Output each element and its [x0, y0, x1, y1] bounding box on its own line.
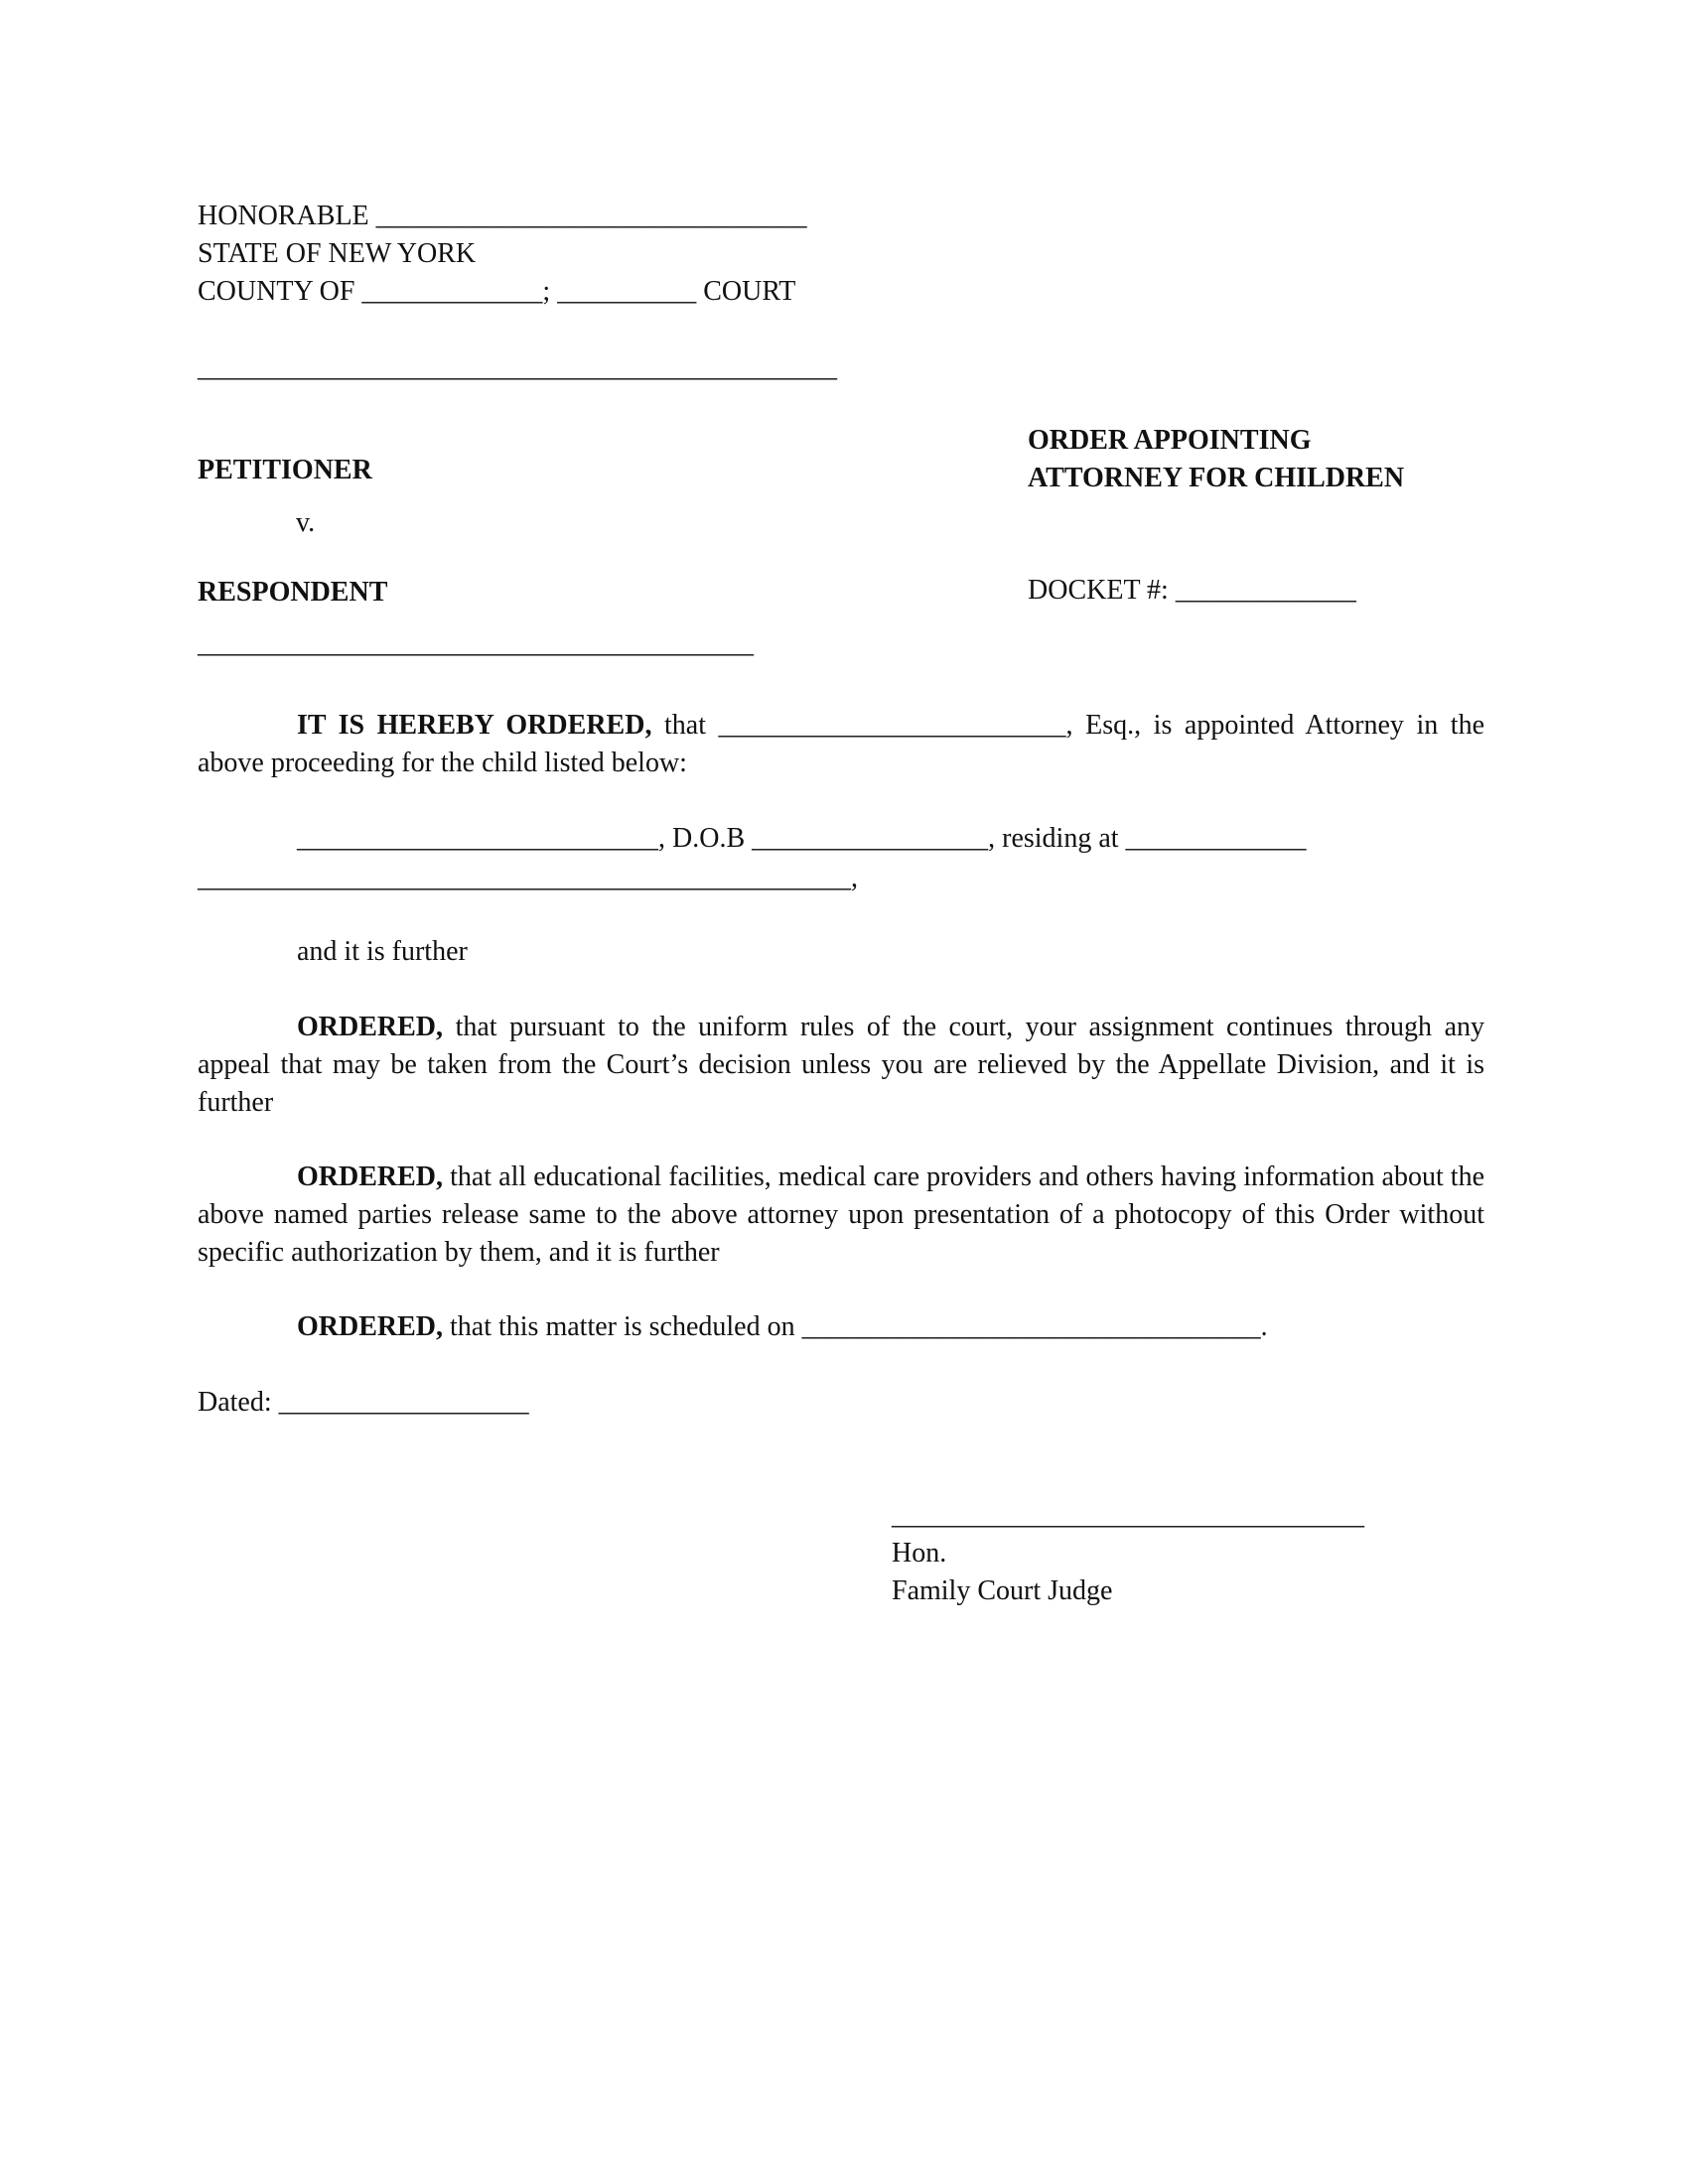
further-text-1: and it is further: [297, 936, 468, 967]
schedule-text: that this matter is scheduled on _________________________________.: [443, 1311, 1268, 1342]
caption-bottom-rule: ________________________________________: [198, 628, 754, 659]
records-text: that all educational facilities, medical care providers and others having information about the above named parties release same to the above attorney upon presentation of a photocopy of this Order without specific authorization by them, and it is further: [198, 1161, 1484, 1268]
state-line: STATE OF NEW YORK: [198, 238, 477, 269]
schedule-ordered-lead: ORDERED,: [297, 1311, 444, 1342]
child-address-line: _______________________________________________,: [198, 863, 858, 893]
petitioner-label: PETITIONER: [198, 455, 372, 485]
order-title-line1: ORDER APPOINTING: [1028, 425, 1312, 456]
schedule-paragraph: [297, 1308, 1268, 1346]
docket-number-line: DOCKET #: _____________: [1028, 575, 1356, 606]
versus-label: v.: [296, 507, 316, 538]
child-details-line: __________________________, D.O.B _________________, residing at _____________: [297, 823, 1307, 854]
appeal-text: that pursuant to the uniform rules of the court, your assignment continues through any appeal that may be taken from the Court’s decision unless you are relieved by the Appellate Division, and it is further: [198, 1012, 1484, 1118]
appointment-text: that _________________________, Esq., is appointed Attorney in the above proceeding for the child listed below:: [198, 710, 1484, 778]
appeal-paragraph: [198, 1009, 1484, 1122]
judge-hon-label: Hon.: [892, 1538, 947, 1569]
records-ordered-lead: ORDERED,: [297, 1161, 444, 1192]
caption-top-rule: ______________________________________________: [198, 352, 837, 383]
order-title-line2: ATTORNEY FOR CHILDREN: [1028, 463, 1405, 493]
county-court-line: COUNTY OF _____________; __________ COURT: [198, 276, 796, 307]
respondent-label: RESPONDENT: [198, 577, 388, 608]
appointment-ordered-lead: IT IS HEREBY ORDERED,: [297, 710, 652, 741]
appeal-ordered-lead: ORDERED,: [297, 1012, 444, 1042]
honorable-line: HONORABLE _______________________________: [198, 201, 807, 231]
signature-rule: __________________________________: [892, 1500, 1364, 1531]
appointment-paragraph: [198, 707, 1484, 782]
records-release-paragraph: [198, 1159, 1484, 1272]
dated-line: Dated: __________________: [198, 1387, 529, 1418]
judge-title: Family Court Judge: [892, 1575, 1113, 1606]
